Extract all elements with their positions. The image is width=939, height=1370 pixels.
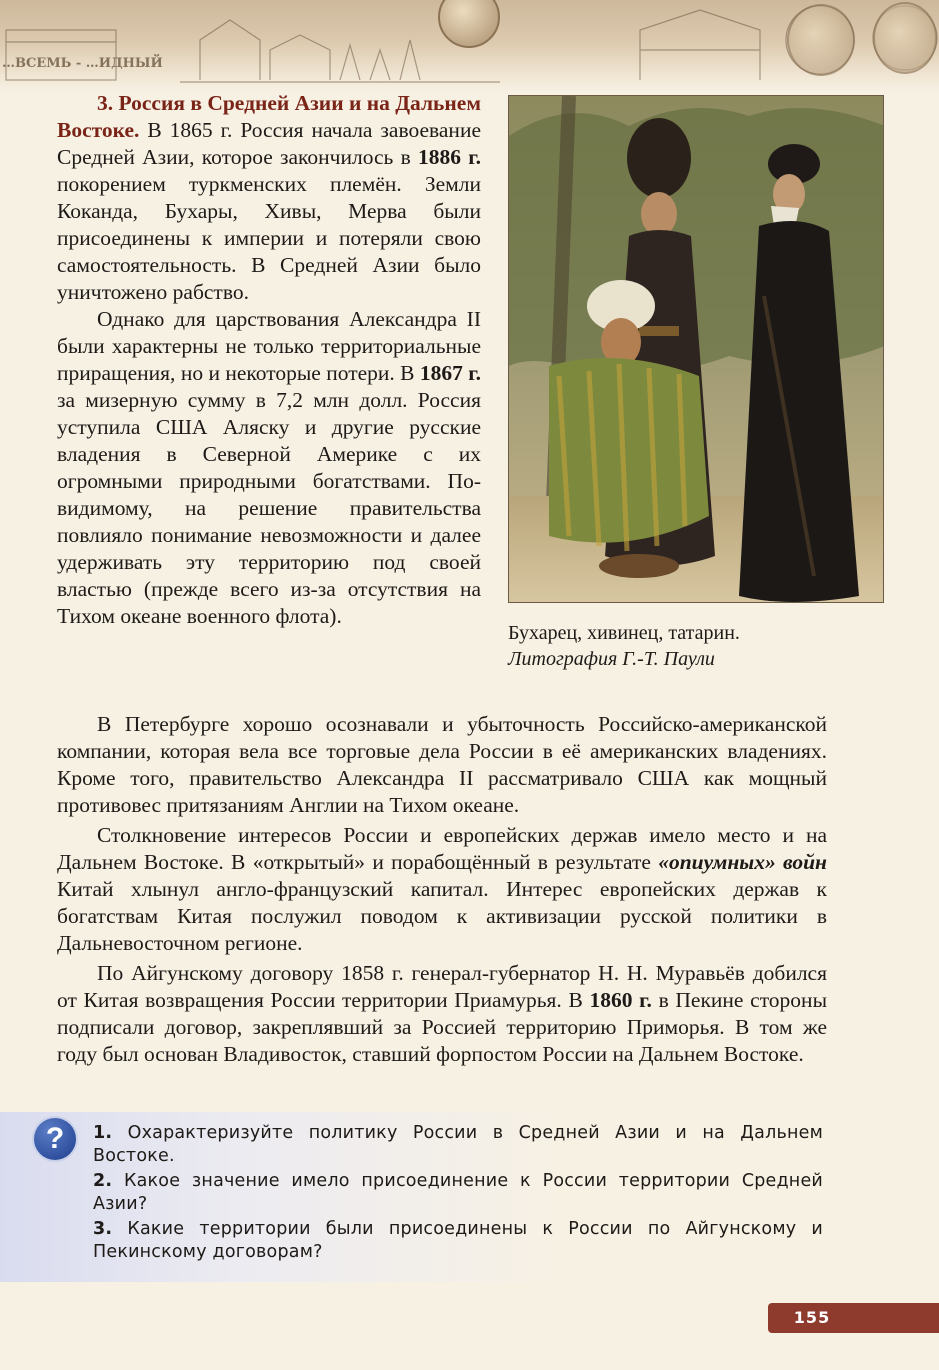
- paragraph: 3. Россия в Средней Азии и на Дальнем Востоке. В 1865 г. Россия начала завоевание Средней Азии, которое закончилось в 1886 г. покорением туркменских племён. Земли Коканда, Бухары, Хивы, Мерва были присоединены к империи и потеряли свою самостоятельность. В Средней Азии было уничтожено рабство.: [57, 91, 482, 304]
- date-highlight: 1886 г.: [418, 145, 482, 169]
- date-highlight: 1867 г.: [419, 361, 481, 385]
- question-item: 2. Какое значение имело присоединение к России территории Средней Азии?: [93, 1171, 823, 1214]
- review-questions: [93, 1122, 823, 1266]
- section-title: 3. Россия в Средней Азии и на Дальнем Востоке.: [57, 91, 481, 142]
- lithograph-image: [509, 96, 884, 603]
- date-highlight: 1860 г.: [589, 988, 652, 1012]
- caption-text: Бухарец, хивинец, татарин.: [508, 622, 740, 644]
- full-width-text: [57, 711, 827, 1068]
- header-banner: [0, 0, 939, 92]
- header-portrait-medallion: [873, 2, 937, 74]
- paragraph: По Айгунскому договору 1858 г. генерал-губернатор Н. Н. Муравьёв добился от Китая возвращения России территории Приамурья. В 1860 г. в Пекине стороны подписали договор, закреплявший за Россией территорию Приморья. В том же году был основан Владивосток, ставший форпостом России на Дальнем Востоке.: [57, 961, 828, 1066]
- term-highlight: «опиумных» войн: [658, 850, 827, 874]
- header-portrait-medallion: [787, 4, 855, 76]
- paragraph: Столкновение интересов России и европейских держав имело место и на Дальнем Востоке. В «открытый» и порабощённый в результате «опиумных» войн Китай хлынул англо-французский капитал. Интерес европейских держав к богатствам Китая послужил поводом к активизации русской политики в Дальневосточном регионе.: [57, 823, 827, 955]
- lithograph-illustration: [508, 95, 884, 603]
- narrow-text-column: [57, 90, 481, 630]
- caption-author: Литография Г.-Т. Паули: [508, 648, 715, 670]
- question-item: 1. Охарактеризуйте политику России в Средней Азии и на Дальнем Востоке.: [93, 1123, 823, 1166]
- paragraph: В Петербурге хорошо осознавали и убыточность Российско-американской компании, которая вела все торговые дела России в её американских владениях. Кроме того, правительство Александра II рассматривало США как мощный противовес притязаниям Англии на Тихом океане.: [57, 712, 827, 817]
- header-banner-text: …ВСЕМЬ - …ИДНЫЙ: [2, 56, 163, 71]
- paragraph: Однако для царствования Александра II были характерны не только территориальные приращения, но и некоторые потери. В 1867 г. за мизерную сумму в 7,2 млн долл. Россия уступила США Аляску и другие русские владения в Северной Америке с их огромными природными богатствами. По-видимому, на решение правительства повлияло понимание невозможности и далее удерживать эту территорию под своей властью (прежде всего из-за отсутствия на Тихом океане военного флота).: [57, 307, 481, 628]
- page-number: 155: [793, 1308, 831, 1327]
- figure-caption: [508, 620, 878, 672]
- question-mark-icon: ?: [34, 1118, 76, 1160]
- question-item: 3. Какие территории были присоединены к России по Айгунскому и Пекинскому договорам?: [93, 1219, 823, 1262]
